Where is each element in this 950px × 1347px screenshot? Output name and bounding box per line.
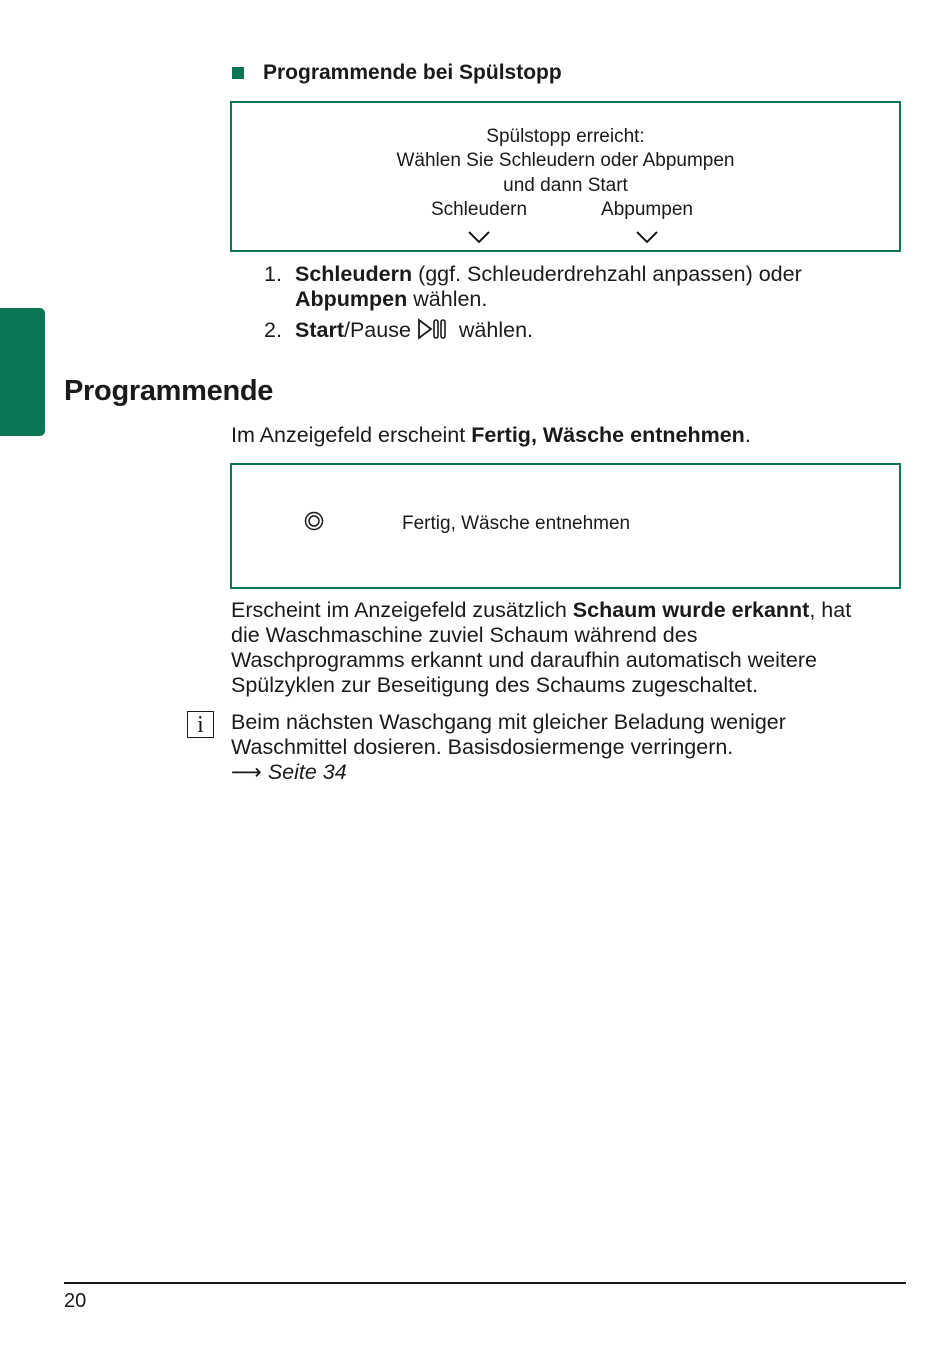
info-icon: i xyxy=(187,711,214,738)
step-2: 2. Start/Pause wählen. xyxy=(264,318,534,342)
chevron-down-icon xyxy=(636,231,658,244)
chapter-tab xyxy=(0,308,45,436)
steps-list xyxy=(264,262,904,349)
info-paragraph: Beim nächsten Waschgang mit gleicher Beladung weniger Waschmittel dosieren. Basisdosiermenge verringern. ⟶ Seite 34 xyxy=(231,710,911,785)
display-panel-finished xyxy=(230,463,901,589)
choice-drain-label: Abpumpen xyxy=(601,199,693,220)
arrow-right-icon: ⟶ xyxy=(231,760,262,784)
display-message: Fertig, Wäsche entnehmen xyxy=(402,513,631,534)
page-number: 20 xyxy=(64,1290,87,1312)
intro-paragraph: Im Anzeigefeld erscheint Fertig, Wäsche entnehmen. xyxy=(231,423,751,447)
page-reference-link[interactable]: ⟶ Seite 34 xyxy=(231,760,347,784)
choice-spin-label: Schleudern xyxy=(430,199,528,220)
chevron-down-icon xyxy=(468,231,490,244)
step-1: 1. Schleudern (ggf. Schleuderdrehzahl anpassen) oder Abpumpen wählen. xyxy=(264,262,802,311)
section-heading xyxy=(232,60,562,86)
display-line-3: und dann Start xyxy=(503,175,628,196)
double-circle-icon xyxy=(304,511,324,531)
square-bullet-icon xyxy=(232,67,244,79)
display-line-1: Spülstopp erreicht: xyxy=(486,126,645,147)
page-heading: Programmende xyxy=(64,375,274,407)
foam-paragraph: Erscheint im Anzeigefeld zusätzlich Schaum wurde erkannt, hat die Waschmaschine zuviel Schaum während des Waschprogramms erkannt und daraufhin automatisch weitere Spülzyklen zur Beseitigung des Schaums zugeschaltet. xyxy=(231,598,852,697)
display-line-2: Wählen Sie Schleudern oder Abpumpen xyxy=(396,150,735,171)
display-panel-rinse-stop xyxy=(230,101,901,252)
footer-divider xyxy=(64,1282,906,1284)
start-pause-icon xyxy=(417,318,447,340)
section-title: Programmende bei Spülstopp xyxy=(263,61,562,84)
